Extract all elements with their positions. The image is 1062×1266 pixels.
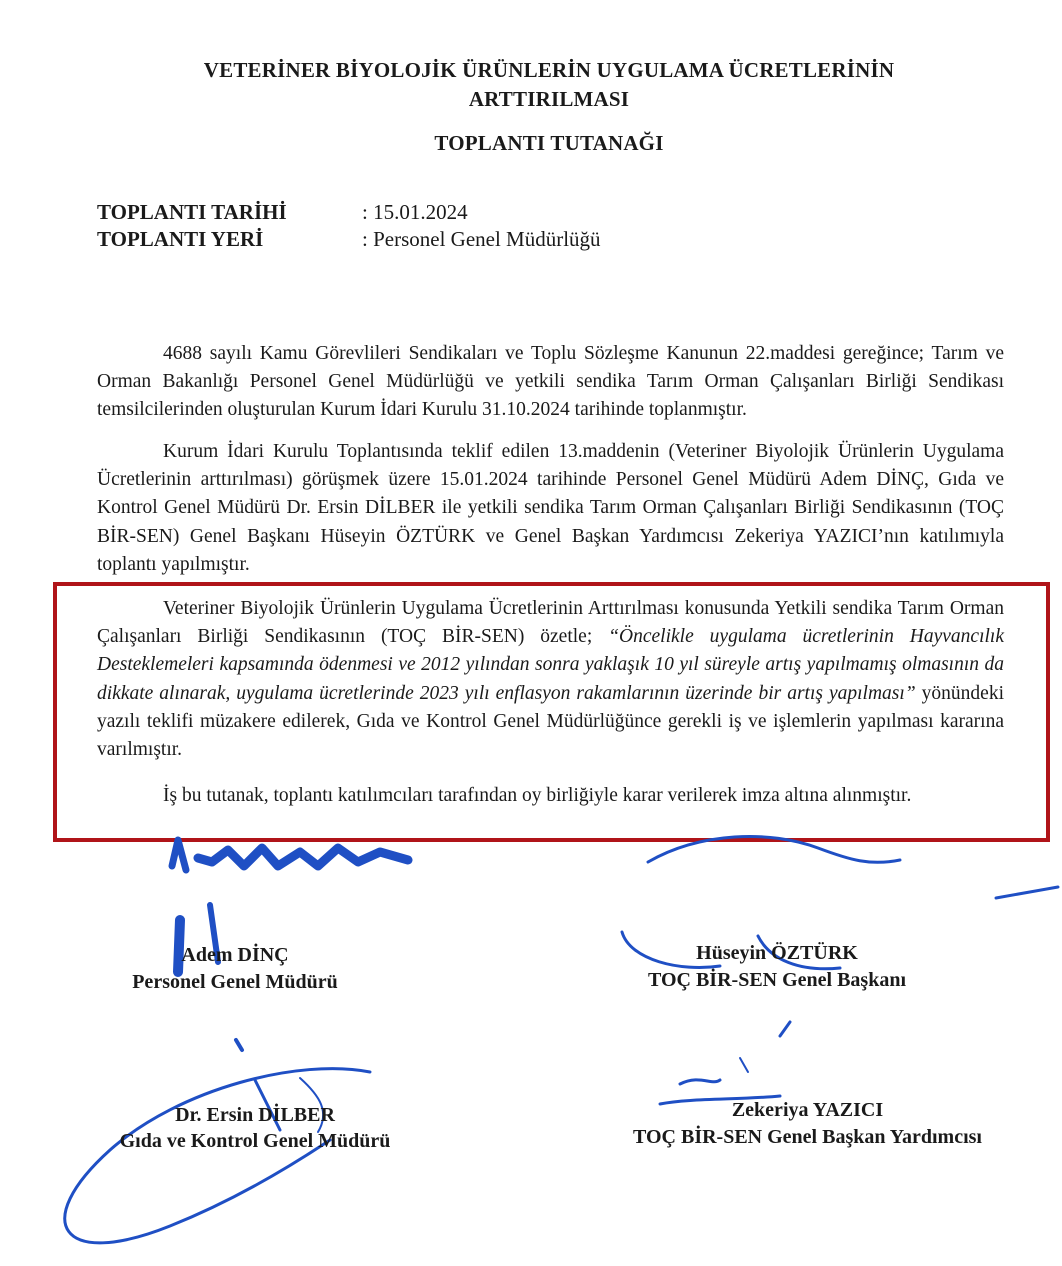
paragraph-3-end: yönündeki yazılı teklifi müzakere edilerek, Gıda ve Kontrol Genel Müdürlüğünce gerekli iş ve işlemlerin yapılması kararına varılmıştır. <box>97 682 1004 761</box>
document-title-line1: VETERİNER BİYOLOJİK ÜRÜNLERİN UYGULAMA ÜCRETLERİNİN <box>203 58 895 82</box>
paragraph-2: Kurum İdari Kurulu Toplantısında teklif edilen 13.maddenin (Veteriner Biyolojik Ürünlerin Uygulama Ücretlerinin arttırılması) görüşmek üzere 15.01.2024 tarihinde Personel Genel Müdürü Adem DİNÇ, Gıda ve Kontrol Genel Müdürü Dr. Ersin DİLBER ile yetkili sendika Tarım Orman Çalışanları Birliği Sendikasının (TOÇ BİR-SEN) Genel Başkanı Hüseyin ÖZTÜRK ve Genel Başkan Yardımcısı Zekeriya YAZICI’nın katılımıyla toplantı yapılmıştır. <box>97 441 1004 575</box>
signatory-4-name: Zekeriya YAZICI <box>731 1099 884 1121</box>
meeting-place-label: TOPLANTI YERİ <box>97 227 264 251</box>
signatory-2-title: TOÇ BİR-SEN Genel Başkanı <box>647 969 907 991</box>
highlight-box <box>53 582 1050 842</box>
signatory-3-name: Dr. Ersin DİLBER <box>175 1104 335 1126</box>
paragraph-1: 4688 sayılı Kamu Görevlileri Sendikaları ve Toplu Sözleşme Kanunun 22.maddesi gereğince; Tarım ve Orman Bakanlığı Personel Genel Müdürlüğü ve yetkili sendika Tarım Orman Çalışanları Birliği Sendikası temsilcilerinden oluşturulan Kurum İdari Kurulu 31.10.2024 tarihinde toplanmıştır. <box>97 343 1004 421</box>
signatory-4-title: TOÇ BİR-SEN Genel Başkan Yardımcısı <box>633 1126 982 1148</box>
signatory-1-name: Adem DİNÇ <box>181 944 289 966</box>
signatory-2-name: Hüseyin ÖZTÜRK <box>696 942 858 964</box>
paragraph-3-quote: “Öncelikle uygulama ücretlerinin Hayvancılık Desteklemeleri kapsamında ödenmesi ve 2012 yılından sonra yaklaşık 10 yıl süreyle artış yapılmamış olmasının da dikkate alınarak, uygulama ücretlerinde 2023 yılı enflasyon rakamlarının üzerinde bir artış yapılması” <box>97 626 1004 704</box>
meeting-date-label: TOPLANTI TARİHİ <box>97 200 287 224</box>
signatory-1-title: Personel Genel Müdürü <box>132 971 338 993</box>
paragraph-4: İş bu tutanak, toplantı katılımcıları tarafından oy birliğiyle karar verilerek imza altına alınmıştır. <box>163 785 912 806</box>
paragraph-3-start: Veteriner Biyolojik Ürünlerin Uygulama Ücretlerinin Arttırılması konusunda Yetkili sendika Tarım Orman Çalışanları Birliği Sendikasının (TOÇ BİR-SEN) özetle; <box>97 598 1004 648</box>
document-title-line2: ARTTIRILMASI <box>468 87 630 111</box>
signatory-3-title: Gıda ve Kontrol Genel Müdürü <box>119 1130 391 1152</box>
meeting-date-value: : 15.01.2024 <box>362 200 468 224</box>
meeting-place-value: : Personel Genel Müdürlüğü <box>362 227 601 251</box>
document-subtitle: TOPLANTI TUTANAĞI <box>434 131 664 155</box>
